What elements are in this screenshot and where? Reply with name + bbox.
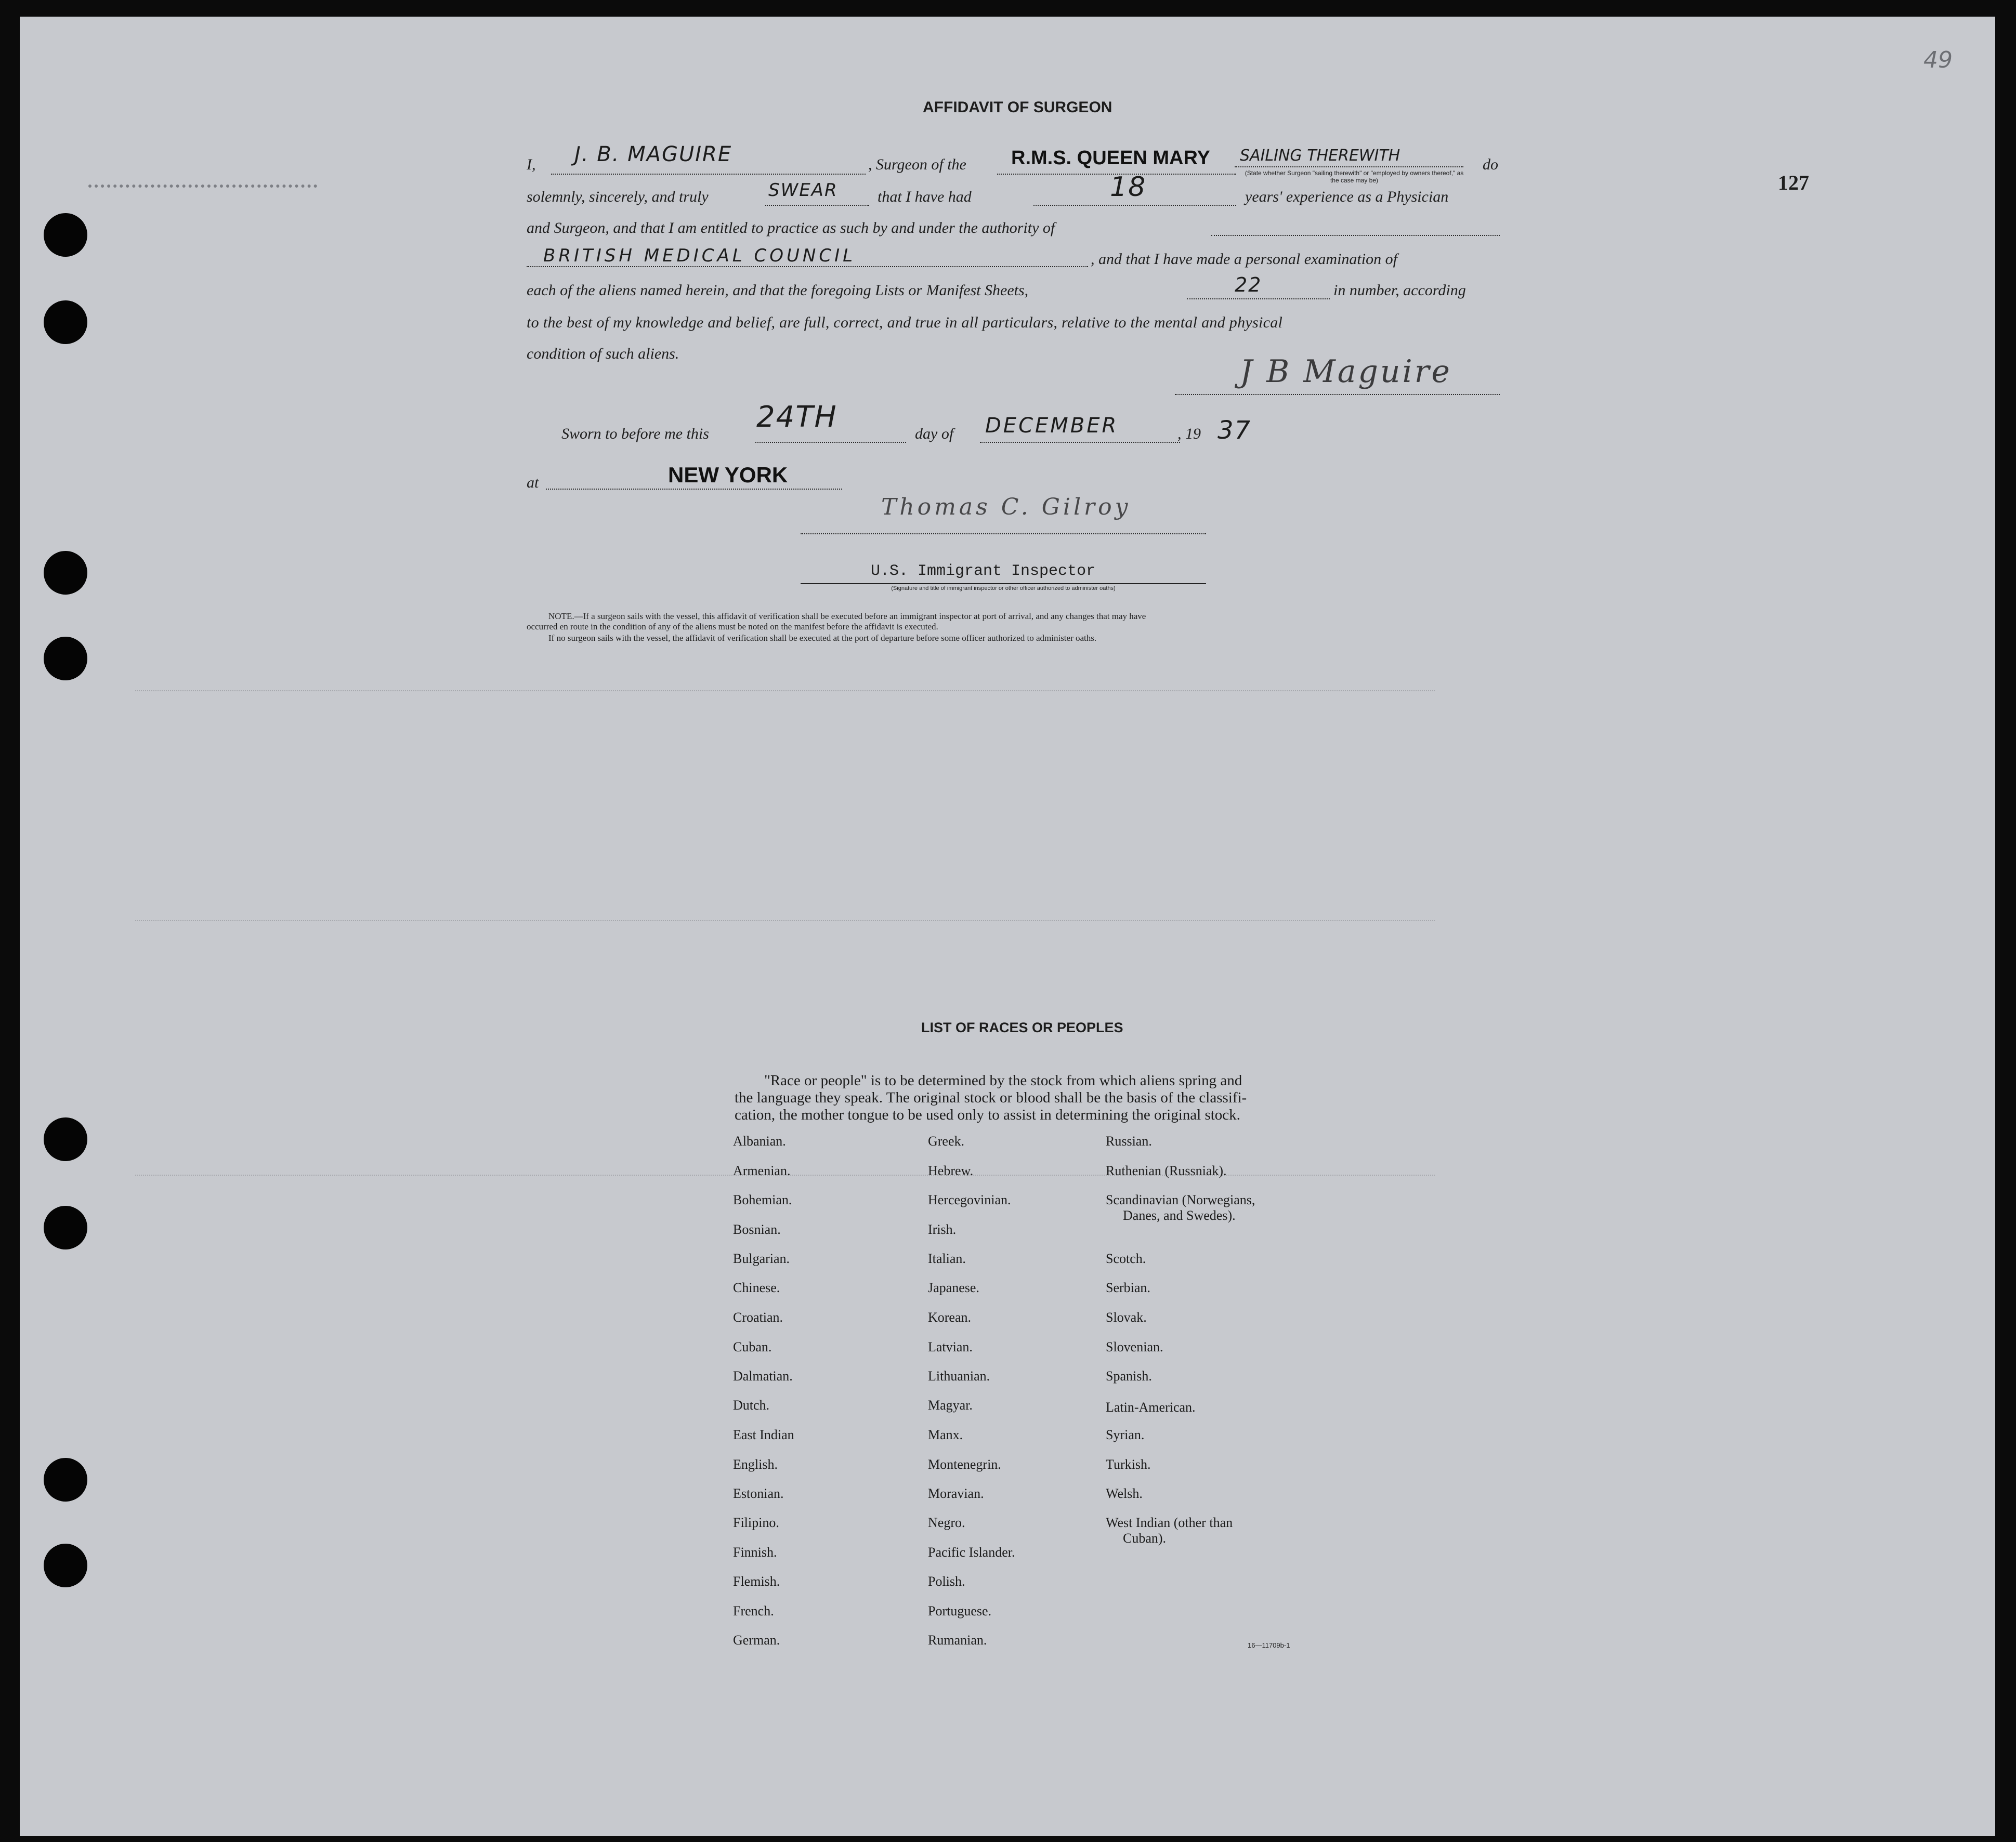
race-item: Lithuanian. — [928, 1369, 990, 1384]
affidavit-title: AFFIDAVIT OF SURGEON — [923, 99, 1112, 116]
race-item: East Indian — [733, 1427, 794, 1442]
do-text: do — [1483, 156, 1498, 173]
best-knowledge-text: to the best of my knowledge and belief, are full, correct, and true in all particulars, relative to the mental and physical — [527, 314, 1283, 331]
race-item: Croatian. — [733, 1310, 783, 1325]
sheet-number: 127 — [1778, 171, 1809, 194]
race-item: Manx. — [928, 1427, 963, 1442]
surgeon-of-the-text: , Surgeon of the — [868, 156, 966, 173]
years-text: years' experience as a Physician — [1245, 188, 1449, 205]
sailing-status: SAILING THEREWITH — [1240, 147, 1400, 165]
race-item: Dutch. — [733, 1398, 770, 1413]
year-suffix: 37 — [1218, 416, 1252, 445]
surgeon-signature: J B Maguire — [1240, 353, 1452, 390]
year-prefix: , 19 — [1177, 425, 1201, 442]
race-item: Danes, and Swedes). — [1123, 1208, 1236, 1223]
in-number-text: in number, according — [1333, 282, 1466, 299]
binder-hole — [44, 1544, 87, 1587]
signature-line — [1175, 394, 1500, 395]
authority-top-line — [1211, 235, 1500, 236]
condition-text: condition of such aliens. — [527, 345, 679, 362]
race-item: Bohemian. — [733, 1192, 792, 1207]
month-line — [980, 442, 1180, 443]
vessel-name: R.M.S. QUEEN MARY — [1011, 147, 1210, 169]
surgeon-name: J. B. MAGUIRE — [574, 142, 732, 166]
place-stamp: NEW YORK — [668, 463, 788, 487]
place-line — [546, 489, 842, 490]
race-item: Moravian. — [928, 1486, 984, 1501]
form-code: 16—11709b-1 — [1248, 1641, 1290, 1649]
race-item: Latin-American. — [1106, 1400, 1196, 1415]
i-prefix: I, — [527, 156, 536, 173]
race-item: Japanese. — [928, 1280, 979, 1295]
oath-word: SWEAR — [768, 180, 838, 201]
that-i-have-had-text: that I have had — [878, 188, 972, 205]
race-item: Latvian. — [928, 1339, 973, 1354]
race-item: Greek. — [928, 1134, 965, 1149]
page-number-handwritten: 49 — [1923, 47, 1953, 73]
race-item: Negro. — [928, 1515, 965, 1530]
race-item: West Indian (other than — [1106, 1515, 1233, 1530]
race-item: Chinese. — [733, 1280, 780, 1295]
race-item: Pacific Islander. — [928, 1545, 1015, 1560]
race-item: Syrian. — [1106, 1427, 1145, 1442]
oath-line — [765, 205, 869, 206]
race-item: Bosnian. — [733, 1222, 781, 1237]
inspector-signature-line — [801, 533, 1206, 534]
race-item: Italian. — [928, 1251, 966, 1266]
binder-hole — [44, 637, 87, 680]
sailing-note: (State whether Surgeon "sailing therewith" or "employed by owners thereof," as the case may be) — [1245, 169, 1464, 184]
race-item: Estonian. — [733, 1486, 784, 1501]
race-item: Turkish. — [1106, 1457, 1151, 1472]
race-item: Rumanian. — [928, 1633, 987, 1648]
solemnly-text: solemnly, sincerely, and truly — [527, 188, 709, 205]
race-item: Flemish. — [733, 1574, 780, 1589]
binder-hole — [44, 551, 87, 595]
race-item: Spanish. — [1106, 1369, 1152, 1384]
years-line — [1033, 205, 1236, 206]
race-item: Filipino. — [733, 1515, 779, 1530]
race-item: Dalmatian. — [733, 1369, 793, 1384]
race-item: Hebrew. — [928, 1163, 974, 1178]
race-item: Hercegovinian. — [928, 1192, 1011, 1207]
binder-hole — [44, 1206, 87, 1249]
race-item: Polish. — [928, 1574, 965, 1589]
sheets-count: 22 — [1235, 273, 1262, 296]
race-item: Scotch. — [1106, 1251, 1146, 1266]
authority-line — [527, 266, 1088, 267]
race-item: English. — [733, 1457, 778, 1472]
race-item: Cuban). — [1123, 1531, 1167, 1546]
race-item: Bulgarian. — [733, 1251, 790, 1266]
sailing-line — [1235, 166, 1463, 167]
race-item: Slovak. — [1106, 1310, 1147, 1325]
bleed-through-decoration — [135, 690, 1435, 691]
inspector-caption: (Signature and title of immigrant inspector or other officer authorized to administer oaths) — [891, 585, 1116, 591]
binder-hole — [44, 300, 87, 344]
race-item: German. — [733, 1633, 780, 1648]
personal-exam-text: , and that I have made a personal examination of — [1091, 251, 1397, 268]
race-item: Irish. — [928, 1222, 957, 1237]
race-item: Armenian. — [733, 1163, 791, 1178]
race-item: French. — [733, 1603, 774, 1619]
day-value: 24TH — [756, 400, 837, 434]
race-item: Albanian. — [733, 1134, 786, 1149]
note-line-2: occurred en route in the condition of any of the aliens must be noted on the manifest before the affidavit is executed. — [527, 622, 938, 631]
races-intro-line-1: "Race or people" is to be determined by the stock from which aliens spring and — [764, 1072, 1242, 1089]
race-item: Finnish. — [733, 1545, 777, 1560]
inspector-title-line — [801, 583, 1206, 584]
race-item: Ruthenian (Russniak). — [1106, 1163, 1227, 1178]
race-item: Montenegrin. — [928, 1457, 1001, 1472]
race-item: Scandinavian (Norwegians, — [1106, 1192, 1255, 1207]
authority-name: BRITISH MEDICAL COUNCIL — [543, 245, 856, 266]
note-line-1: NOTE.—If a surgeon sails with the vessel, this affidavit of verification shall be executed before an immigrant inspector at port of arrival, and any changes that may have — [548, 611, 1146, 621]
month-value: DECEMBER — [985, 414, 1119, 438]
inspector-title: U.S. Immigrant Inspector — [871, 562, 1096, 580]
race-item: Korean. — [928, 1310, 972, 1325]
bleed-through-decoration — [88, 185, 317, 188]
and-surgeon-text: and Surgeon, and that I am entitled to practice as such by and under the authority of — [527, 219, 1055, 236]
races-intro-line-3: cation, the mother tongue to be used only to assist in determining the original stock. — [735, 1107, 1240, 1123]
note-line-3: If no surgeon sails with the vessel, the affidavit of verification shall be executed at the port of departure before some officer authorized to administer oaths. — [548, 633, 1097, 643]
race-item: Slovenian. — [1106, 1339, 1163, 1354]
years-value: 18 — [1110, 172, 1147, 203]
day-of-text: day of — [915, 425, 954, 442]
bleed-through-decoration — [135, 920, 1435, 921]
binder-hole — [44, 1117, 87, 1161]
race-item: Portuguese. — [928, 1603, 992, 1619]
binder-hole — [44, 1458, 87, 1502]
surgeon-name-line — [551, 174, 866, 175]
race-item: Cuban. — [733, 1339, 772, 1354]
race-item: Welsh. — [1106, 1486, 1143, 1501]
races-intro-line-2: the language they speak. The original stock or blood shall be the basis of the classifi- — [735, 1089, 1247, 1106]
race-item: Russian. — [1106, 1134, 1152, 1149]
sheets-line — [1187, 298, 1330, 299]
inspector-signature: Thomas C. Gilroy — [881, 494, 1131, 520]
race-item: Serbian. — [1106, 1280, 1150, 1295]
races-title: LIST OF RACES OR PEOPLES — [921, 1020, 1123, 1035]
binder-hole — [44, 213, 87, 257]
day-line — [755, 442, 906, 443]
each-aliens-text: each of the aliens named herein, and that the foregoing Lists or Manifest Sheets, — [527, 282, 1029, 299]
sworn-text: Sworn to before me this — [561, 425, 709, 442]
at-text: at — [527, 474, 539, 491]
race-item: Magyar. — [928, 1398, 973, 1413]
